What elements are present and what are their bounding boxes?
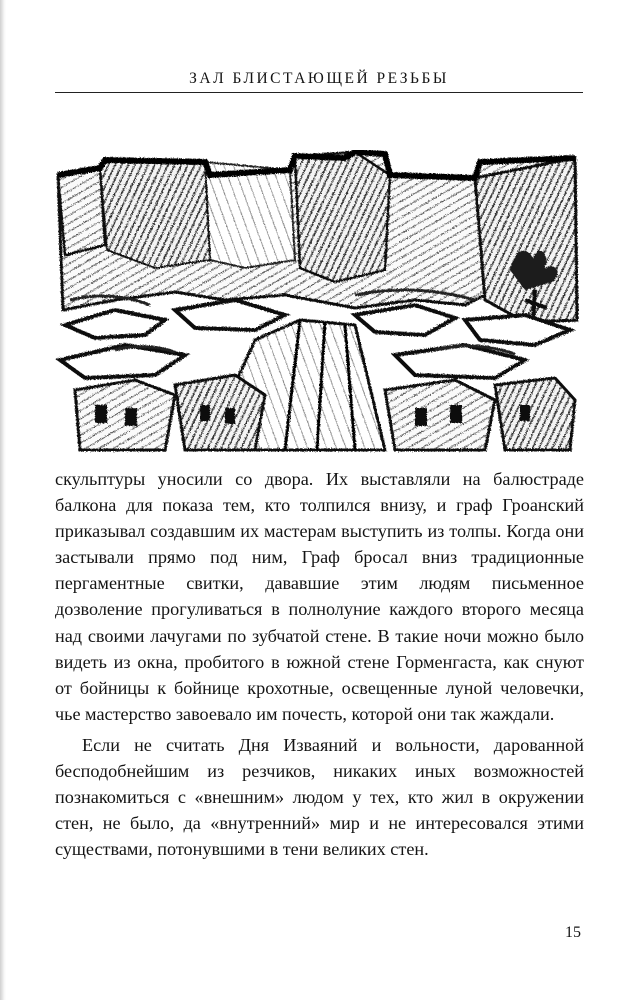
page-edge-shadow [0, 0, 6, 1000]
body-text [55, 466, 584, 862]
paragraph: Если не считать Дня Изваяний и вольности, дарованной бесподобнейшим из резчиков, никаких иных возможностей познакомиться с «внешним» людом у тех, кто жил в окружении стен, не было, да «внутренний» мир и не интересовался этими существами, потонувшими в тени великих стен. [55, 734, 584, 860]
paragraph-continued: скульптуры уносили со двора. Их выставляли на балюстраде балкона для показа тем, кто толпился внизу, и граф Гроанский приказывал создавшим их мастерам выступить из толпы. Когда они застывали прямо под ним, Граф бросал вниз традиционные пергаментные свитки, дававшие этим людям письменное дозволение прогуливаться в полнолуние каждого второго месяца над своими лачугами по зубчатой стене. В такие ночи можно было видеть из окна, пробитого в южной стене Горменгаста, как снуют от бойницы к бойнице крохотные, освещенные луной человечки, чье мастерство завоевало им почесть, которой они так жаждали. [55, 469, 584, 724]
courtyard-illustration [55, 150, 585, 455]
running-head: ЗАЛ БЛИСТАЮЩЕЙ РЕЗЬБЫ [189, 70, 449, 87]
header-rule [55, 92, 583, 93]
page-number: 15 [565, 924, 581, 941]
